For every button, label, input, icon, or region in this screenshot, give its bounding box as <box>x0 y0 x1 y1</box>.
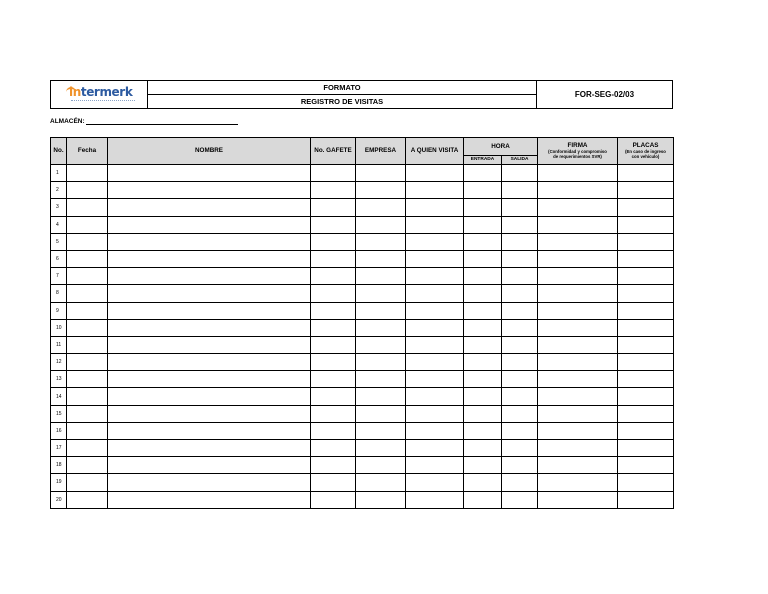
fecha-cell[interactable] <box>67 336 108 353</box>
salida-cell[interactable] <box>502 440 538 457</box>
nombre-cell[interactable] <box>108 371 311 388</box>
quien-visita-cell[interactable] <box>406 371 464 388</box>
row-number: 15 <box>51 405 67 422</box>
empresa-cell[interactable] <box>356 319 406 336</box>
gafete-cell[interactable] <box>311 422 356 439</box>
salida-cell[interactable] <box>502 216 538 233</box>
entrada-cell[interactable] <box>464 199 502 216</box>
placas-cell[interactable] <box>618 285 674 302</box>
empresa-cell[interactable] <box>356 216 406 233</box>
nombre-cell[interactable] <box>108 233 311 250</box>
fecha-cell[interactable] <box>67 285 108 302</box>
nombre-cell[interactable] <box>108 302 311 319</box>
salida-cell[interactable] <box>502 422 538 439</box>
placas-cell[interactable] <box>618 319 674 336</box>
fecha-cell[interactable] <box>67 250 108 267</box>
firma-note-1: (Conformidad y compromiso <box>548 148 607 154</box>
firma-cell[interactable] <box>538 371 618 388</box>
row-number: 1 <box>51 165 67 182</box>
empresa-cell[interactable] <box>356 302 406 319</box>
table-row <box>51 233 674 250</box>
entrada-cell[interactable] <box>464 302 502 319</box>
salida-cell[interactable] <box>502 336 538 353</box>
salida-cell[interactable] <box>502 165 538 182</box>
firma-cell[interactable] <box>538 199 618 216</box>
quien-visita-cell[interactable] <box>406 250 464 267</box>
form-header <box>50 80 673 109</box>
placas-cell[interactable] <box>618 422 674 439</box>
empresa-cell[interactable] <box>356 199 406 216</box>
gafete-cell[interactable] <box>311 474 356 491</box>
firma-cell[interactable] <box>538 491 618 508</box>
fecha-cell[interactable] <box>67 371 108 388</box>
table-row <box>51 216 674 233</box>
firma-cell[interactable] <box>538 388 618 405</box>
placas-cell[interactable] <box>618 457 674 474</box>
row-number: 6 <box>51 250 67 267</box>
row-number: 20 <box>51 491 67 508</box>
gafete-cell[interactable] <box>311 336 356 353</box>
fecha-cell[interactable] <box>67 216 108 233</box>
row-number: 19 <box>51 474 67 491</box>
fecha-cell[interactable] <box>67 457 108 474</box>
entrada-cell[interactable] <box>464 182 502 199</box>
firma-cell[interactable] <box>538 233 618 250</box>
firma-cell[interactable] <box>538 336 618 353</box>
firma-cell[interactable] <box>538 165 618 182</box>
empresa-cell[interactable] <box>356 336 406 353</box>
quien-visita-cell[interactable] <box>406 233 464 250</box>
gafete-cell[interactable] <box>311 371 356 388</box>
salida-cell[interactable] <box>502 250 538 267</box>
col-no: No. <box>51 138 67 165</box>
col-quien-visita: A QUIEN VISITA <box>406 138 464 165</box>
empresa-cell[interactable] <box>356 371 406 388</box>
placas-cell[interactable] <box>618 302 674 319</box>
entrada-cell[interactable] <box>464 422 502 439</box>
quien-visita-cell[interactable] <box>406 354 464 371</box>
salida-cell[interactable] <box>502 388 538 405</box>
table-row <box>51 457 674 474</box>
firma-cell[interactable] <box>538 474 618 491</box>
firma-title: FIRMA <box>567 142 588 150</box>
gafete-cell[interactable] <box>311 457 356 474</box>
empresa-cell[interactable] <box>356 233 406 250</box>
firma-cell[interactable] <box>538 422 618 439</box>
placas-cell[interactable] <box>618 165 674 182</box>
firma-cell[interactable] <box>538 268 618 285</box>
quien-visita-cell[interactable] <box>406 285 464 302</box>
gafete-cell[interactable] <box>311 285 356 302</box>
logo-cell <box>51 81 148 108</box>
row-number: 10 <box>51 319 67 336</box>
firma-note-2: de requerimientos SVR) <box>553 153 602 159</box>
placas-cell[interactable] <box>618 233 674 250</box>
placas-cell[interactable] <box>618 354 674 371</box>
empresa-cell[interactable] <box>356 422 406 439</box>
empresa-cell[interactable] <box>356 268 406 285</box>
nombre-cell[interactable] <box>108 182 311 199</box>
gafete-cell[interactable] <box>311 491 356 508</box>
fecha-cell[interactable] <box>67 354 108 371</box>
table-row <box>51 474 674 491</box>
form-code: FOR-SEG-02/03 <box>574 90 635 99</box>
quien-visita-cell[interactable] <box>406 440 464 457</box>
quien-visita-cell[interactable] <box>406 405 464 422</box>
quien-visita-cell[interactable] <box>406 422 464 439</box>
row-number: 18 <box>51 457 67 474</box>
table-row <box>51 182 674 199</box>
firma-cell[interactable] <box>538 457 618 474</box>
nombre-cell[interactable] <box>108 165 311 182</box>
placas-cell[interactable] <box>618 405 674 422</box>
placas-cell[interactable] <box>618 250 674 267</box>
placas-cell[interactable] <box>618 371 674 388</box>
quien-visita-cell[interactable] <box>406 491 464 508</box>
entrada-cell[interactable] <box>464 371 502 388</box>
salida-cell[interactable] <box>502 319 538 336</box>
row-number: 3 <box>51 199 67 216</box>
salida-cell[interactable] <box>502 302 538 319</box>
nombre-cell[interactable] <box>108 405 311 422</box>
table-body <box>51 165 674 509</box>
nombre-cell[interactable] <box>108 474 311 491</box>
salida-cell[interactable] <box>502 285 538 302</box>
fecha-cell[interactable] <box>67 440 108 457</box>
quien-visita-cell[interactable] <box>406 457 464 474</box>
entrada-cell[interactable] <box>464 405 502 422</box>
form-type: FORMATO <box>148 81 536 95</box>
nombre-cell[interactable] <box>108 319 311 336</box>
nombre-cell[interactable] <box>108 336 311 353</box>
table-row <box>51 405 674 422</box>
row-number: 7 <box>51 268 67 285</box>
almacen-label: ALMACÉN: <box>50 118 85 125</box>
entrada-cell[interactable] <box>464 440 502 457</box>
entrada-cell[interactable] <box>464 285 502 302</box>
firma-cell[interactable] <box>538 250 618 267</box>
row-number: 14 <box>51 388 67 405</box>
gafete-cell[interactable] <box>311 182 356 199</box>
firma-cell[interactable] <box>538 440 618 457</box>
nombre-cell[interactable] <box>108 388 311 405</box>
placas-cell[interactable] <box>618 336 674 353</box>
fecha-cell[interactable] <box>67 319 108 336</box>
table-row <box>51 388 674 405</box>
quien-visita-cell[interactable] <box>406 199 464 216</box>
placas-cell[interactable] <box>618 199 674 216</box>
placas-cell[interactable] <box>618 491 674 508</box>
empresa-cell[interactable] <box>356 182 406 199</box>
empresa-cell[interactable] <box>356 491 406 508</box>
col-fecha: Fecha <box>67 138 108 165</box>
fecha-cell[interactable] <box>67 199 108 216</box>
firma-cell[interactable] <box>538 216 618 233</box>
table-row <box>51 319 674 336</box>
row-number: 12 <box>51 354 67 371</box>
salida-cell[interactable] <box>502 405 538 422</box>
gafete-cell[interactable] <box>311 250 356 267</box>
empresa-cell[interactable] <box>356 405 406 422</box>
col-firma <box>538 138 618 165</box>
table-row <box>51 440 674 457</box>
almacen-field[interactable] <box>86 124 238 125</box>
gafete-cell[interactable] <box>311 199 356 216</box>
table-row <box>51 250 674 267</box>
col-placas <box>618 138 674 165</box>
fecha-cell[interactable] <box>67 491 108 508</box>
placas-note-1: (En caso de ingreso <box>625 148 666 154</box>
salida-cell[interactable] <box>502 199 538 216</box>
gafete-cell[interactable] <box>311 268 356 285</box>
nombre-cell[interactable] <box>108 422 311 439</box>
col-nombre: NOMBRE <box>108 138 311 165</box>
placas-title: PLACAS <box>632 142 659 150</box>
empresa-cell[interactable] <box>356 354 406 371</box>
fecha-cell[interactable] <box>67 405 108 422</box>
entrada-cell[interactable] <box>464 491 502 508</box>
gafete-cell[interactable] <box>311 319 356 336</box>
nombre-cell[interactable] <box>108 216 311 233</box>
fecha-cell[interactable] <box>67 165 108 182</box>
salida-cell[interactable] <box>502 491 538 508</box>
quien-visita-cell[interactable] <box>406 302 464 319</box>
row-number: 16 <box>51 422 67 439</box>
entrada-cell[interactable] <box>464 268 502 285</box>
firma-cell[interactable] <box>538 285 618 302</box>
table-row <box>51 199 674 216</box>
table-row <box>51 165 674 182</box>
nombre-cell[interactable] <box>108 491 311 508</box>
table-row <box>51 422 674 439</box>
gafete-cell[interactable] <box>311 388 356 405</box>
form-title: REGISTRO DE VISITAS <box>300 97 384 106</box>
placas-cell[interactable] <box>618 388 674 405</box>
row-number: 2 <box>51 182 67 199</box>
nombre-cell[interactable] <box>108 268 311 285</box>
table-row <box>51 285 674 302</box>
gafete-cell[interactable] <box>311 165 356 182</box>
firma-cell[interactable] <box>538 319 618 336</box>
row-number: 9 <box>51 302 67 319</box>
firma-cell[interactable] <box>538 302 618 319</box>
placas-cell[interactable] <box>618 182 674 199</box>
empresa-cell[interactable] <box>356 388 406 405</box>
nombre-cell[interactable] <box>108 199 311 216</box>
logo-prefix: in <box>69 85 81 99</box>
entrada-cell[interactable] <box>464 457 502 474</box>
quien-visita-cell[interactable] <box>406 388 464 405</box>
salida-cell[interactable] <box>502 182 538 199</box>
quien-visita-cell[interactable] <box>406 182 464 199</box>
gafete-cell[interactable] <box>311 216 356 233</box>
title-cell <box>148 81 537 108</box>
entrada-cell[interactable] <box>464 319 502 336</box>
salida-cell[interactable] <box>502 474 538 491</box>
placas-note-2: con vehículo) <box>631 153 660 159</box>
table-row <box>51 491 674 508</box>
quien-visita-cell[interactable] <box>406 319 464 336</box>
table-row <box>51 336 674 353</box>
placas-cell[interactable] <box>618 440 674 457</box>
salida-cell[interactable] <box>502 354 538 371</box>
logo-rest: termerk <box>80 85 133 99</box>
row-number: 8 <box>51 285 67 302</box>
entrada-cell[interactable] <box>464 474 502 491</box>
fecha-cell[interactable] <box>67 302 108 319</box>
fecha-cell[interactable] <box>67 388 108 405</box>
gafete-cell[interactable] <box>311 302 356 319</box>
col-gafete: No. GAFETE <box>311 138 356 165</box>
placas-cell[interactable] <box>618 268 674 285</box>
fecha-cell[interactable] <box>67 182 108 199</box>
table-row <box>51 371 674 388</box>
nombre-cell[interactable] <box>108 250 311 267</box>
quien-visita-cell[interactable] <box>406 216 464 233</box>
empresa-cell[interactable] <box>356 474 406 491</box>
logo-tagline-decoration <box>71 100 135 102</box>
fecha-cell[interactable] <box>67 268 108 285</box>
col-empresa: EMPRESA <box>356 138 406 165</box>
placas-cell[interactable] <box>618 474 674 491</box>
empresa-cell[interactable] <box>356 165 406 182</box>
nombre-cell[interactable] <box>108 354 311 371</box>
table-row <box>51 354 674 371</box>
empresa-cell[interactable] <box>356 457 406 474</box>
entrada-cell[interactable] <box>464 336 502 353</box>
row-number: 5 <box>51 233 67 250</box>
row-number: 4 <box>51 216 67 233</box>
quien-visita-cell[interactable] <box>406 474 464 491</box>
entrada-cell[interactable] <box>464 354 502 371</box>
firma-cell[interactable] <box>538 405 618 422</box>
firma-cell[interactable] <box>538 182 618 199</box>
empresa-cell[interactable] <box>356 285 406 302</box>
table-row <box>51 302 674 319</box>
entrada-cell[interactable] <box>464 165 502 182</box>
quien-visita-cell[interactable] <box>406 336 464 353</box>
nombre-cell[interactable] <box>108 440 311 457</box>
row-number: 13 <box>51 371 67 388</box>
quien-visita-cell[interactable] <box>406 268 464 285</box>
salida-cell[interactable] <box>502 457 538 474</box>
fecha-cell[interactable] <box>67 233 108 250</box>
entrada-cell[interactable] <box>464 233 502 250</box>
col-entrada: ENTRADA <box>464 156 502 165</box>
gafete-cell[interactable] <box>311 405 356 422</box>
empresa-cell[interactable] <box>356 250 406 267</box>
col-hora: HORA <box>464 138 538 156</box>
table-row <box>51 268 674 285</box>
col-salida: SALIDA <box>502 156 538 165</box>
salida-cell[interactable] <box>502 233 538 250</box>
nombre-cell[interactable] <box>108 457 311 474</box>
gafete-cell[interactable] <box>311 233 356 250</box>
entrada-cell[interactable] <box>464 250 502 267</box>
company-logo <box>69 85 132 99</box>
row-number: 17 <box>51 440 67 457</box>
firma-cell[interactable] <box>538 354 618 371</box>
salida-cell[interactable] <box>502 268 538 285</box>
row-number: 11 <box>51 336 67 353</box>
entrada-cell[interactable] <box>464 388 502 405</box>
empresa-cell[interactable] <box>356 440 406 457</box>
entrada-cell[interactable] <box>464 216 502 233</box>
quien-visita-cell[interactable] <box>406 165 464 182</box>
gafete-cell[interactable] <box>311 440 356 457</box>
visits-table <box>50 137 674 509</box>
salida-cell[interactable] <box>502 371 538 388</box>
nombre-cell[interactable] <box>108 285 311 302</box>
fecha-cell[interactable] <box>67 422 108 439</box>
placas-cell[interactable] <box>618 216 674 233</box>
gafete-cell[interactable] <box>311 354 356 371</box>
fecha-cell[interactable] <box>67 474 108 491</box>
